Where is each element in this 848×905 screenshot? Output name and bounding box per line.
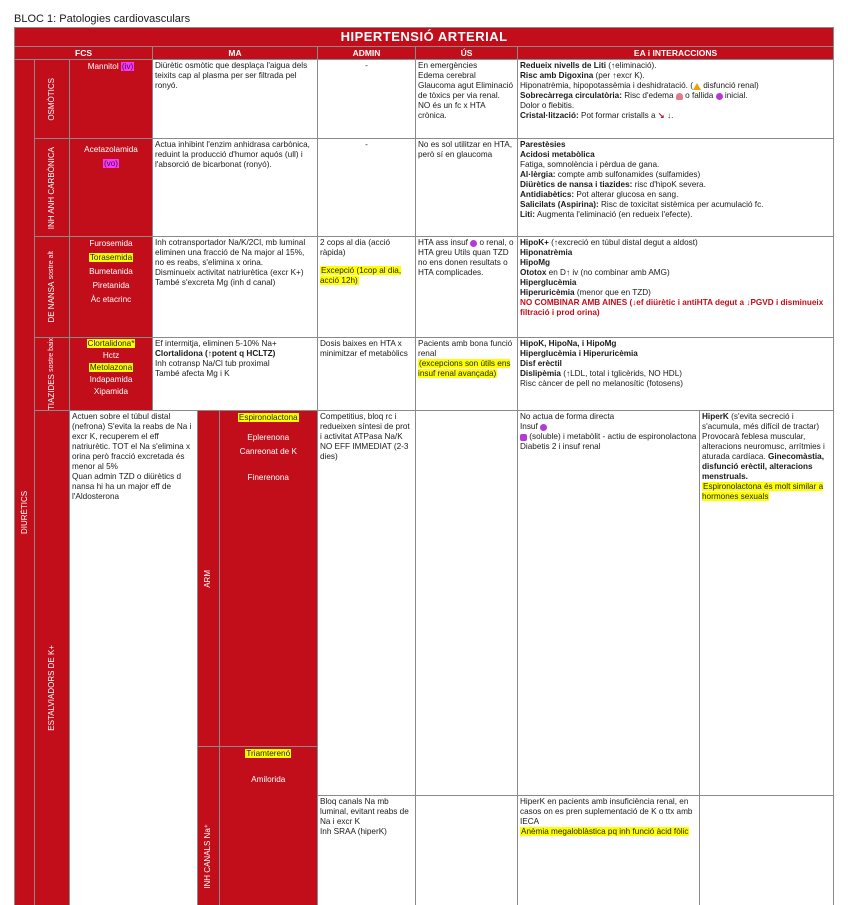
drug-amilorida: Amilorida: [251, 775, 286, 785]
ea-inh-canals: HiperK en pacients amb insuficiència renal, en casos on es pren suplementació de K o ttx amb IECA Anèmia megaloblàstica pq inh funció àcid fòlic: [518, 795, 700, 905]
drug-list-arm: [219, 411, 317, 746]
admin-tiazides: Dosis baixes en HTA x minimitzar ef metabòlics: [318, 338, 416, 411]
down-arrow-icon: ↘: [657, 111, 665, 121]
drug-indapamida: Indapamida: [89, 375, 133, 385]
drug-triamterenó: Triamterenó: [246, 749, 291, 759]
drug-clortalidona: Clortalidona*: [87, 339, 135, 349]
hypertension-table: [14, 27, 834, 905]
purple-square-icon: [520, 434, 527, 441]
ma-tiazides: Ef intermitja, eliminen 5-10% Na+ Clortalidona (↑potent q HCLTZ) Inh cotransp Na/Cl tub proximal També afecta Mg i K: [153, 338, 318, 411]
drug-torasemida: Torasemida: [89, 253, 133, 263]
admin-nansa: 2 cops al dia (acció ràpida) Excepció (1cop al dia, acció 12h): [318, 237, 416, 338]
main-title: HIPERTENSIÓ ARTERIAL: [15, 28, 834, 47]
header-fcs: FCS: [15, 46, 153, 59]
admin-osmotics: -: [318, 60, 416, 139]
warning-icon: [693, 83, 701, 90]
estalviadors-block: [70, 411, 318, 905]
drug-ac-etacrinc: Àc etacrinc: [90, 295, 132, 305]
header-ma: MA: [153, 46, 318, 59]
lung-icon: [676, 93, 683, 100]
ea-osmotics: Redueix nivells de Liti (↑eliminació). Risc amb Digoxina (per ↑excr K). Hiponatrèmia, hipopotassèmia i deshidratació. ( disfunció renal) Sobrecàrrega circulatòria: Risc d'edema o fallida inicial. Dolor o flebitis. Cristal·lització: Pot formar cristalls a ↘ ↓.: [518, 60, 834, 139]
ma-nansa: Inh cotransportador Na/K/2Cl, mb luminal eliminen una fracció de Na major al 15%, no es reabs, s'elimina x orina. Disminueix activitat natriurètica (excr K+) També s'excreta Mg (inh d canal): [153, 237, 318, 338]
estalviadors-intro: Actuen sobre el túbul distal (nefrona) S'evita la reabs de Na i excr K, recuperem el eff natriurètic. TOT el Na s'elimina x orina però fracció excretada és menor al 5% Quan admin TZD o diürètics d nansa hi ha un major eff de l'Aldosterona: [70, 411, 197, 905]
drug-xipamida: Xipamida: [93, 387, 129, 397]
drug-finerenona: Finerenona: [247, 473, 289, 483]
page-title: BLOC 1: Patologies cardiovasculars: [14, 13, 191, 25]
drug-hctz: Hctz: [102, 351, 120, 361]
admin-inh-canals: [416, 795, 518, 905]
group-label-diuretics: DIURÈTICS: [15, 60, 35, 905]
us-tiazides: Pacients amb bona funció renal (excepcions son útils ens insuf renal avançada): [416, 338, 518, 411]
ma-inh-anh: Actua inhibint l'enzim anhidrasa carbònica, reduint la producció d'humor aquós (ull) i l'absorció de bicarbonat (ronyó).: [153, 139, 318, 237]
ea-tiazides: HipoK, HipoNa, i HipoMg Hiperglucèmia i Hiperuricèmia Disf erèctil Dislipèmia (↑LDL, total i tglicèrids, NO HDL) Risc càncer de pell no melanosític (fotosens): [518, 338, 834, 411]
sub-label-inh-canals: INH CANALS Na⁺: [197, 747, 219, 905]
ma-arm: Competitius, bloq rc i redueixen síntesi de prot i activitat ATPasa Na/K NO EFF IMMEDIAT (2-3 dies): [318, 411, 416, 795]
drug-acetazolamida: Acetazolamida (vo): [70, 139, 153, 237]
ma-inh-canals: Bloq canals Na mb luminal, evitant reabs de Na i excr K Inh SRAA (hiperK): [318, 795, 416, 905]
us-arm: No actua de forma directa Insuf (soluble) i metabòlit - actiu de espironolactona Diabetis 2 i insuf renal: [518, 411, 700, 795]
drug-furosemida: Furosemida: [89, 239, 133, 249]
us-inh-anh: No es sol utilitzar en HTA, però sí en glaucoma: [416, 139, 518, 237]
ma-osmotics: Diürètic osmòtic que desplaça l'aigua dels teixits cap al plasma per ser filtrada pel ronyó.: [153, 60, 318, 139]
admin-inh-anh: -: [318, 139, 416, 237]
ea-arm: HiperK (s'evita secreció i s'acumula, més difícil de tractar) Provocarà feblesa muscular, alteracions neuromusc, arrítmies i aturada cardíaca. Ginecomàstia, disfunció erèctil, alteracions menstruals. Espironolactona és molt similar a hormones sexuals: [700, 411, 834, 795]
drug-mannitol: Mannitol (iv): [70, 60, 153, 139]
header-us: ÚS: [416, 46, 518, 59]
class-label-osmotics: OSMÒTICS: [35, 60, 70, 139]
class-label-inh-anh-carbonica: INH ANH CARBÒNICA: [35, 139, 70, 237]
drug-list-inh-canals: [219, 747, 317, 905]
class-label-tiazides: TIAZIDES sostre baix: [35, 338, 70, 411]
drug-list-tiazides: [70, 338, 153, 411]
ea-nansa: HipoK+ (↑excreció en túbul distal degut a aldost) Hiponatrèmia HipoMg Ototox en D↑ iv (no combinar amb AMG) Hiperglucèmia Hiperuricèmia (menor que en TZD) NO COMBINAR AMB AINES (↓ef diürètic i antiHTA degut a ↓PGVD i disminueix filtració i prod orina): [518, 237, 834, 338]
heart-icon: [540, 424, 547, 431]
class-label-estalviadors: ESTALVIADORS DE K+: [35, 411, 70, 905]
drug-metolazona: Metolazona: [89, 363, 133, 373]
admin-arm: [416, 411, 518, 795]
header-ea: EA i INTERACCIONS: [518, 46, 834, 59]
drug-espironolactona: Espironolactona: [238, 413, 298, 423]
us-nansa: HTA ass insuf o renal, o HTA greu Utils quan TZD no ens donen resultats o HTA complicades.: [416, 237, 518, 338]
ea-inh-anh: Parestèsies Acidosi metabòlica Fatiga, somnolència i pèrdua de gana. Al·lèrgia: compte amb sulfonamides (sulfamides) Diürètics de nansa i tiazides: risc d'hipoK severa. Antidiabètics: Pot alterar glucosa en sang. Salicilats (Aspirina): Risc de toxicitat sistèmica per acumulació fc. Liti: Augmenta l'eliminació (en redueix l'efecte).: [518, 139, 834, 237]
drug-canreonat: Canreonat de K: [239, 447, 297, 457]
drug-bumetanida: Bumetanida: [89, 267, 133, 277]
drug-eplerenona: Eplerenona: [247, 433, 290, 443]
drug-piretanida: Piretanida: [92, 281, 130, 291]
class-label-nansa: DE NANSA sostre alt: [35, 237, 70, 338]
kidney-icon: [716, 93, 723, 100]
header-admin: ADMIN: [318, 46, 416, 59]
us-osmotics: En emergències Edema cerebral Glaucoma agut Eliminació de tòxics per via renal. NO és un fc x HTA crònica.: [416, 60, 518, 139]
sub-label-arm: ARM: [197, 411, 219, 746]
drug-list-nansa: [70, 237, 153, 338]
